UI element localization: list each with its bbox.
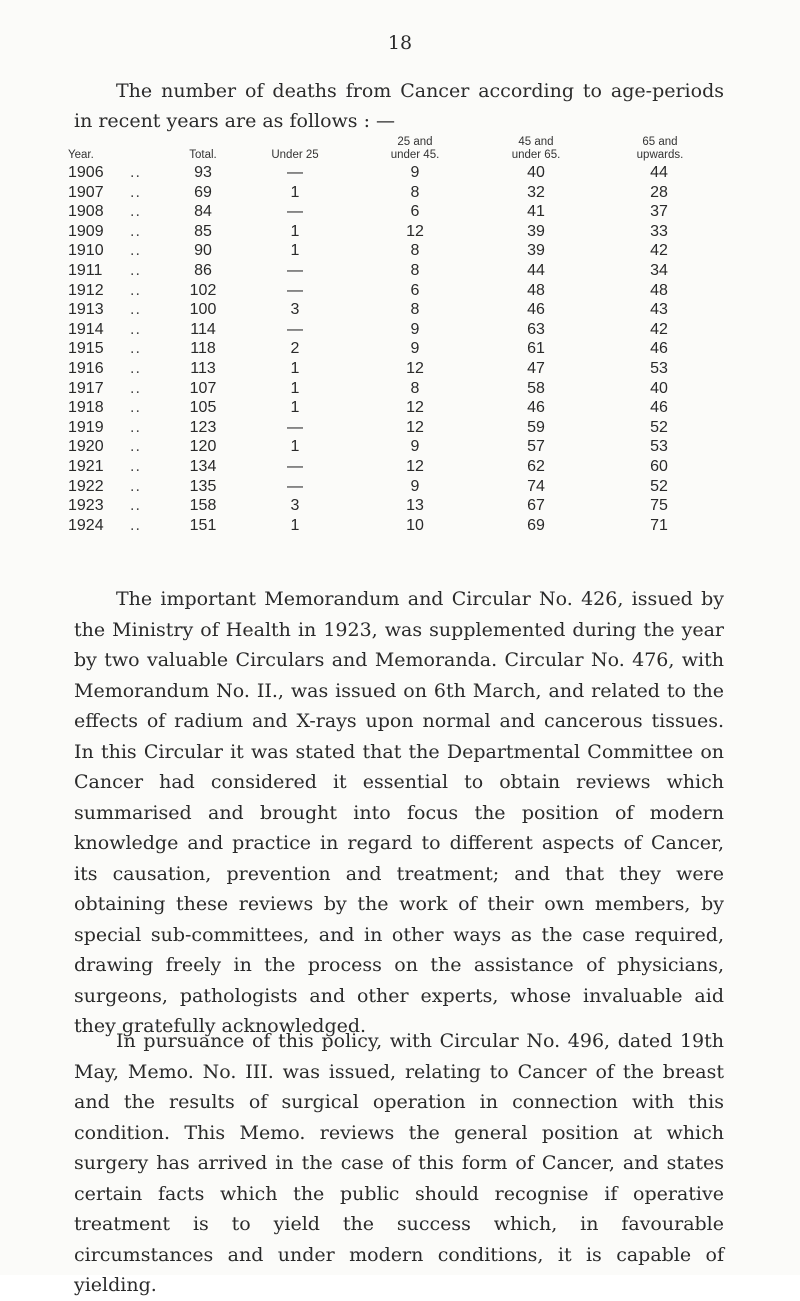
cell-under-25: 1 [290, 183, 300, 201]
cell-45-to-65: 61 [527, 340, 545, 358]
cell-under-25: 1 [290, 359, 300, 377]
cell-total: 135 [189, 477, 217, 495]
cell-year: 1906 [68, 164, 104, 181]
cell-25-to-45: 12 [406, 457, 424, 475]
cell-45-to-65: 39 [527, 222, 545, 240]
cell-45-to-65: 44 [527, 261, 545, 279]
cell-total: 84 [194, 203, 212, 221]
cell-65-upwards: 53 [650, 359, 668, 377]
cell-year: 1914 [68, 320, 104, 338]
cell-total: 151 [189, 516, 217, 534]
cell-25-to-45: 8 [410, 183, 420, 201]
cell-65-upwards: 71 [650, 516, 668, 534]
cell-dots: .. [130, 438, 141, 456]
cell-total: 114 [190, 320, 216, 338]
cell-65-upwards: 42 [650, 242, 668, 260]
cell-total: 107 [189, 379, 217, 397]
cell-dots: .. [130, 418, 141, 436]
cell-25-to-45: 8 [410, 301, 420, 319]
cell-25-to-45: 12 [406, 399, 424, 417]
cell-dots: .. [130, 203, 141, 221]
cell-25-to-45: 6 [410, 203, 420, 221]
cell-under-25: — [287, 320, 303, 338]
cell-total: 123 [189, 418, 217, 436]
cell-year: 1923 [68, 497, 104, 515]
table-row [66, 183, 726, 203]
cell-under-25: 3 [290, 301, 300, 319]
cell-dots: .. [130, 281, 141, 299]
page-number: 18 [387, 32, 413, 54]
cell-dots: .. [130, 242, 141, 260]
cell-45-to-65: 39 [527, 242, 545, 260]
cell-25-to-45: 8 [410, 379, 420, 397]
cell-year: 1922 [68, 477, 104, 495]
cell-65-upwards: 28 [650, 183, 668, 201]
cell-under-25: — [287, 281, 303, 299]
table-row [66, 496, 726, 516]
table-row [66, 457, 726, 477]
cell-65-upwards: 52 [650, 477, 668, 495]
cell-25-to-45: 9 [410, 477, 420, 495]
cell-45-to-65: 32 [527, 183, 545, 201]
cell-year: 1909 [68, 222, 104, 240]
cell-65-upwards: 46 [650, 340, 668, 358]
table-row [66, 320, 726, 340]
cell-45-to-65: 74 [527, 477, 545, 495]
header-65-upwards: 65 and upwards. [636, 136, 684, 161]
table-row [66, 379, 726, 399]
cell-dots: .. [130, 320, 141, 338]
cell-45-to-65: 59 [527, 418, 545, 436]
cell-65-upwards: 48 [650, 281, 668, 299]
cell-dots: .. [130, 457, 141, 475]
cell-under-25: 1 [290, 399, 300, 417]
cell-45-to-65: 41 [527, 203, 545, 221]
table-row [66, 359, 726, 379]
cell-45-to-65: 63 [527, 320, 545, 338]
cell-under-25: 1 [290, 242, 300, 260]
cell-25-to-45: 8 [410, 242, 420, 260]
cell-65-upwards: 53 [650, 438, 668, 456]
cell-25-to-45: 9 [410, 164, 420, 181]
cell-45-to-65: 47 [527, 359, 545, 377]
table-row [66, 222, 726, 242]
cell-year: 1916 [68, 359, 104, 377]
cell-year: 1911 [68, 261, 103, 279]
header-25-to-45: 25 and under 45. [390, 136, 440, 161]
cell-45-to-65: 46 [527, 301, 545, 319]
cell-total: 69 [194, 183, 212, 201]
header-year: Year. [68, 149, 94, 161]
cell-dots: .. [130, 399, 141, 417]
cell-65-upwards: 42 [650, 320, 668, 338]
cell-25-to-45: 12 [406, 359, 424, 377]
cell-year: 1907 [68, 183, 104, 201]
cell-25-to-45: 12 [406, 222, 424, 240]
cell-under-25: 2 [290, 340, 300, 358]
cell-total: 113 [190, 359, 216, 377]
cell-total: 118 [190, 340, 216, 358]
cell-65-upwards: 52 [650, 418, 668, 436]
cell-total: 93 [194, 164, 212, 181]
cell-total: 86 [194, 261, 212, 279]
cell-dots: .. [130, 164, 141, 181]
cell-45-to-65: 46 [527, 399, 545, 417]
cell-65-upwards: 44 [650, 164, 668, 181]
table-row [66, 281, 726, 301]
cell-25-to-45: 9 [410, 340, 420, 358]
cell-65-upwards: 60 [650, 457, 668, 475]
table-row [66, 300, 726, 320]
cell-45-to-65: 48 [527, 281, 545, 299]
cell-under-25: 1 [290, 516, 300, 534]
cell-under-25: — [287, 261, 303, 279]
cell-under-25: 1 [290, 222, 300, 240]
table-row [66, 339, 726, 359]
cancer-deaths-table [66, 136, 726, 535]
cell-total: 158 [189, 497, 217, 515]
cell-under-25: — [287, 457, 303, 475]
cell-year: 1924 [68, 516, 104, 534]
cell-25-to-45: 10 [406, 516, 424, 534]
cell-45-to-65: 62 [527, 457, 545, 475]
cell-dots: .. [130, 340, 141, 358]
cell-under-25: 3 [290, 497, 300, 515]
cell-dots: .. [130, 359, 141, 377]
cell-25-to-45: 9 [410, 438, 420, 456]
cell-year: 1920 [68, 438, 104, 456]
cell-dots: .. [130, 261, 141, 279]
cell-45-to-65: 69 [527, 516, 545, 534]
table-header-row [66, 136, 726, 163]
cell-dots: .. [130, 301, 141, 319]
cell-under-25: 1 [290, 438, 300, 456]
cell-dots: .. [130, 497, 141, 515]
header-spacer [130, 136, 166, 163]
cell-total: 90 [194, 242, 212, 260]
table-row [66, 241, 726, 261]
cell-65-upwards: 37 [650, 203, 668, 221]
cell-year: 1908 [68, 203, 104, 221]
cell-total: 100 [189, 301, 217, 319]
cell-65-upwards: 75 [650, 497, 668, 515]
cell-45-to-65: 67 [527, 497, 545, 515]
table-row [66, 418, 726, 438]
cell-45-to-65: 40 [527, 164, 545, 181]
breast-cancer-paragraph: In pursuance of this policy, with Circular No. 496, dated 19th May, Memo. No. III. was issued, relating to Cancer of the breast and the results of surgical operation in connection with this condition. This Memo. reviews the general position at which surgery has arrived in the case of this form of Cancer, and states certain facts which the public should recognise if operative treatment is to yield the success which, in favourable circumstances and under modern conditions, it is capable of yielding. [74, 1030, 724, 1296]
cell-45-to-65: 58 [527, 379, 545, 397]
cell-25-to-45: 13 [406, 497, 424, 515]
cell-year: 1918 [68, 399, 104, 417]
cell-year: 1912 [68, 281, 104, 299]
table-row [66, 261, 726, 281]
header-total: Total. [189, 149, 217, 161]
cell-25-to-45: 8 [410, 261, 420, 279]
cell-65-upwards: 40 [650, 379, 668, 397]
cell-65-upwards: 43 [650, 301, 668, 319]
cell-65-upwards: 46 [650, 399, 668, 417]
intro-paragraph: The number of deaths from Cancer according to age-periods in recent years are as follows : — [74, 80, 724, 132]
cell-65-upwards: 33 [650, 222, 668, 240]
cell-25-to-45: 6 [410, 281, 420, 299]
cell-65-upwards: 34 [650, 261, 668, 279]
cell-year: 1917 [68, 379, 104, 397]
cell-year: 1921 [68, 457, 104, 475]
cell-dots: .. [130, 379, 141, 397]
table-row [66, 202, 726, 222]
cell-dots: .. [130, 222, 141, 240]
header-under-25: Under 25 [271, 149, 319, 161]
table-row [66, 437, 726, 457]
memorandum-paragraph: The important Memorandum and Circular No. 426, issued by the Ministry of Health in 1923, was supplemented during the year by two valuable Circulars and Memoranda. Circular No. 476, with Memorandum No. II., was issued on 6th March, and related to the effects of radium and X-rays upon normal and cancerous tissues. In this Circular it was stated that the Departmental Committee on Cancer had considered it essential to obtain reviews which summarised and brought into focus the position of modern knowledge and practice in regard to different aspects of Cancer, its causation, prevention and treatment; and that they were obtaining these reviews by the work of their own members, by special sub-committees, and in other ways as the case required, drawing freely in the process on the assistance of physicians, surgeons, pathologists and other experts, whose invaluable aid they gratefully acknowledged. [74, 588, 724, 1037]
cell-year: 1913 [68, 301, 104, 319]
cell-year: 1919 [68, 418, 104, 436]
cell-total: 85 [194, 222, 212, 240]
cell-under-25: — [287, 203, 303, 221]
cell-year: 1915 [68, 340, 104, 358]
cell-under-25: — [287, 418, 303, 436]
cell-under-25: — [287, 164, 303, 181]
table-row [66, 398, 726, 418]
table-row [66, 516, 726, 536]
header-45-to-65: 45 and under 65. [511, 136, 561, 161]
cell-total: 134 [189, 457, 217, 475]
cell-year: 1910 [68, 242, 104, 260]
cell-25-to-45: 12 [406, 418, 424, 436]
cell-total: 120 [189, 438, 217, 456]
cell-dots: .. [130, 477, 141, 495]
table-row [66, 163, 726, 183]
cell-total: 102 [189, 281, 217, 299]
cell-25-to-45: 9 [410, 320, 420, 338]
cell-45-to-65: 57 [527, 438, 545, 456]
table-row [66, 477, 726, 497]
cell-dots: .. [130, 183, 141, 201]
cell-under-25: — [287, 477, 303, 495]
cell-total: 105 [189, 399, 217, 417]
cell-dots: .. [130, 516, 141, 534]
cell-under-25: 1 [290, 379, 300, 397]
